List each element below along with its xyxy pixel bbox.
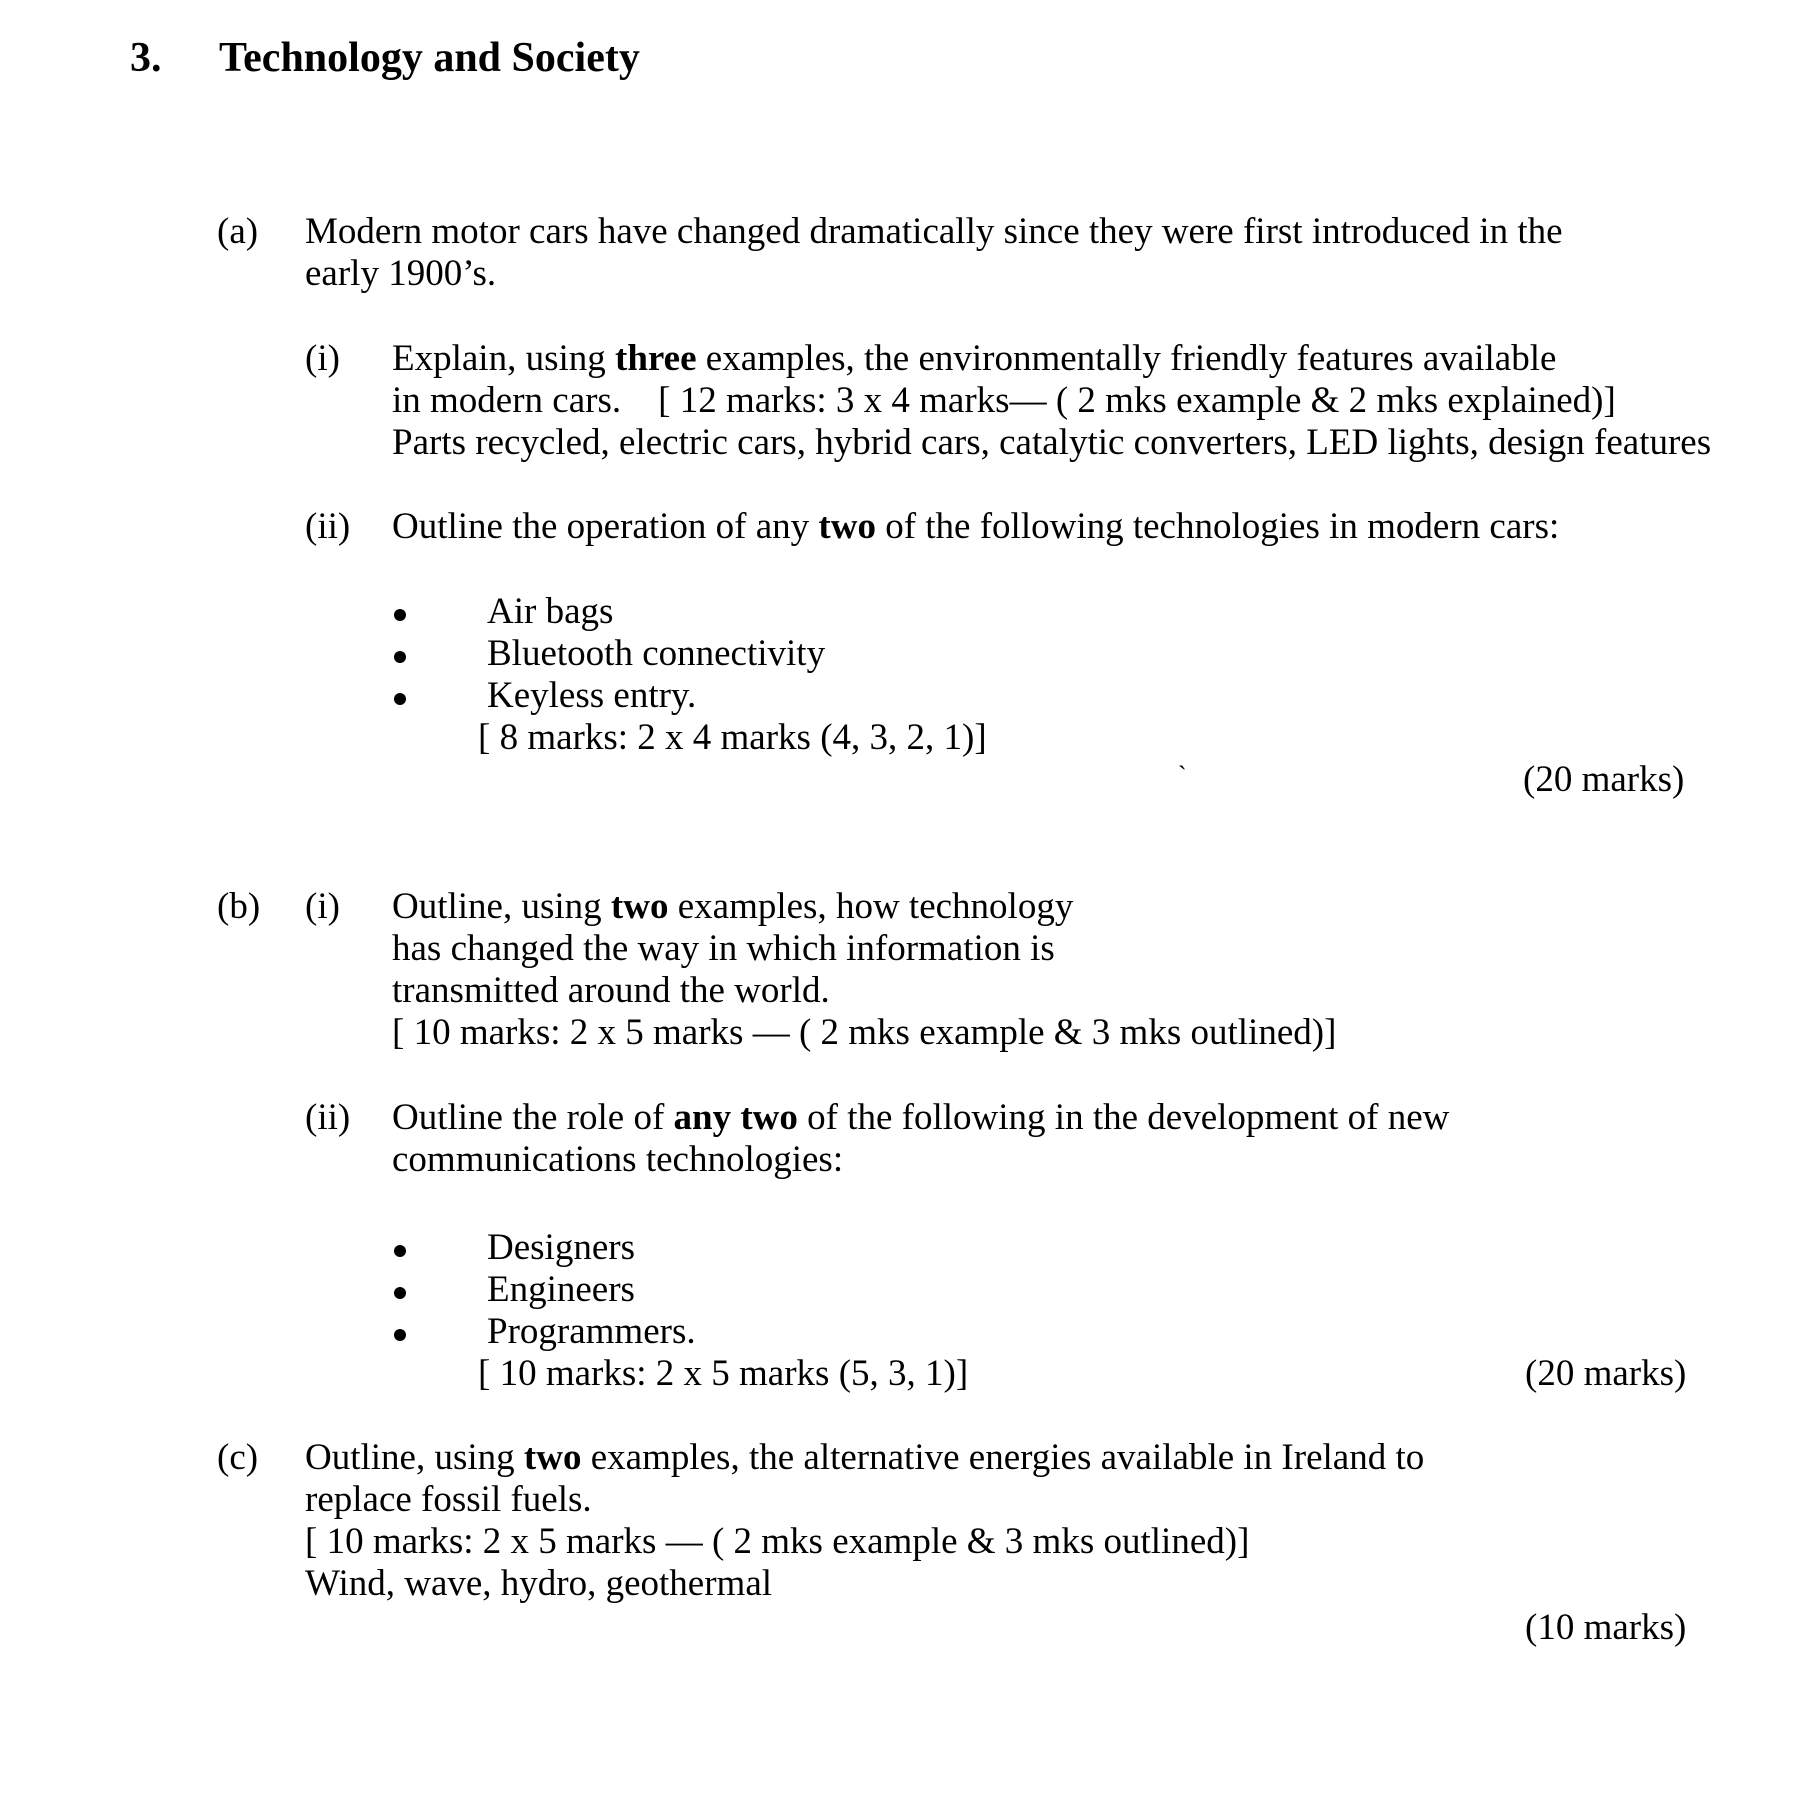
question-title: Technology and Society	[219, 35, 640, 81]
part-c-marks-note: [ 10 marks: 2 x 5 marks — ( 2 mks example & 3 mks outlined)]	[305, 1521, 1250, 1562]
part-a-ii-line-1: Outline the operation of any two of the following technologies in modern cars:	[392, 506, 1560, 547]
part-b-i-line-3: transmitted around the world.	[392, 970, 830, 1011]
question-number: 3.	[130, 35, 162, 81]
part-b-ii-line-2: communications technologies:	[392, 1139, 844, 1180]
part-a-i-line-1: Explain, using three examples, the environmentally friendly features available	[392, 338, 1557, 379]
list-item: Bluetooth connectivity	[487, 633, 826, 674]
part-b-i-line-2: has changed the way in which information is	[392, 928, 1055, 969]
part-b-ii-line-1: Outline the role of any two of the following in the development of new	[392, 1097, 1450, 1138]
bullet-dot	[394, 1329, 406, 1341]
part-b-total-marks: (20 marks)	[1525, 1353, 1687, 1394]
part-c-label: (c)	[217, 1437, 259, 1478]
list-item: Designers	[487, 1227, 635, 1268]
part-c-answer: Wind, wave, hydro, geothermal	[305, 1563, 773, 1604]
part-a-i-line-2: in modern cars. [ 12 marks: 3 x 4 marks— ( 2 mks example & 2 mks explained)]	[392, 380, 1616, 421]
part-b-i-line-1: Outline, using two examples, how technology	[392, 886, 1074, 927]
bullet-dot	[394, 651, 406, 663]
part-b-i-label: (i)	[305, 886, 340, 927]
part-a-ii-marks-note: [ 8 marks: 2 x 4 marks (4, 3, 2, 1)]	[478, 717, 987, 758]
part-a-label: (a)	[217, 211, 259, 252]
bullet-dot	[394, 1245, 406, 1257]
list-item: Keyless entry.	[487, 675, 697, 716]
part-a-i-label: (i)	[305, 338, 340, 379]
part-b-ii-label: (ii)	[305, 1097, 351, 1138]
part-b-label: (b)	[217, 886, 261, 927]
part-b-i-marks-note: [ 10 marks: 2 x 5 marks — ( 2 mks example & 3 mks outlined)]	[392, 1012, 1337, 1053]
part-c-line-1: Outline, using two examples, the alternative energies available in Ireland to	[305, 1437, 1425, 1478]
part-c-line-2: replace fossil fuels.	[305, 1479, 592, 1520]
part-c-total-marks: (10 marks)	[1525, 1607, 1687, 1648]
list-item: Engineers	[487, 1269, 635, 1310]
list-item: Air bags	[487, 591, 614, 632]
part-a-i-answer: Parts recycled, electric cars, hybrid cars, catalytic converters, LED lights, design features	[392, 422, 1712, 463]
part-a-stem-line-1: Modern motor cars have changed dramatically since they were first introduced in the	[305, 211, 1563, 252]
part-b-ii-marks-note: [ 10 marks: 2 x 5 marks (5, 3, 1)]	[478, 1353, 969, 1394]
part-a-ii-label: (ii)	[305, 506, 351, 547]
stray-mark: `	[1178, 761, 1187, 790]
bullet-dot	[394, 693, 406, 705]
part-a-stem-line-2: early 1900’s.	[305, 253, 497, 294]
bullet-dot	[394, 609, 406, 621]
bullet-dot	[394, 1287, 406, 1299]
list-item: Programmers.	[487, 1311, 696, 1352]
part-a-total-marks: (20 marks)	[1523, 759, 1685, 800]
